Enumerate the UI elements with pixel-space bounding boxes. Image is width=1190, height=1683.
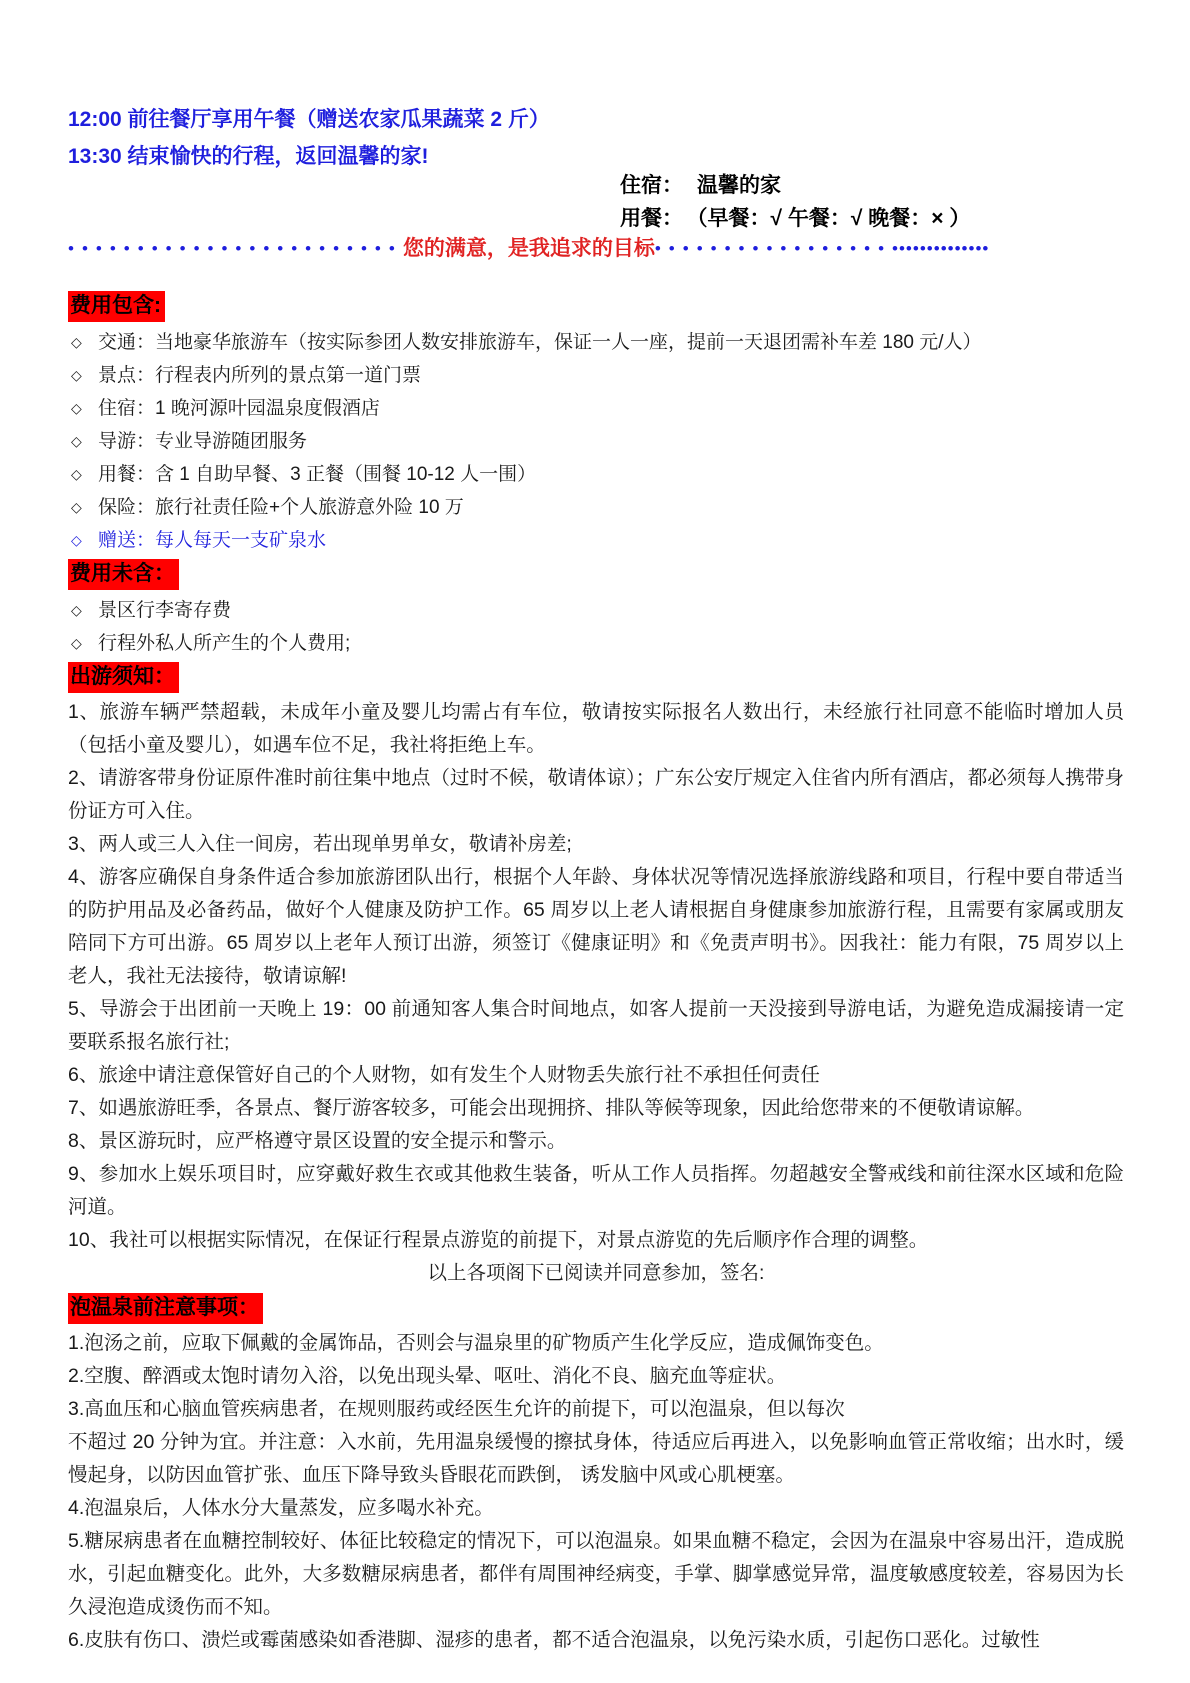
hotspring-header: 泡温泉前注意事项： (68, 1293, 263, 1324)
notice-paragraph: 5.糖尿病患者在血糖控制较好、体征比较稳定的情况下，可以泡温泉。如果血糖不稳定，会因为在温泉中容易出汗，造成脱水，引起血糖变化。此外，大多数糖尿病患者，都伴有周围神经病变，手掌、脚掌感觉异常，温度敏感度较差，容易因为长久浸泡造成烫伤而不知。 (68, 1530, 1124, 1618)
diamond-bullet-icon: ◇ (71, 334, 82, 350)
fee-exclude-list (68, 594, 1124, 660)
itinerary-schedule (68, 101, 1124, 175)
notice-paragraph: 6、旅途中请注意保管好自己的个人财物，如有发生个人财物丢失旅行社不承担任何责任 (68, 1064, 820, 1086)
notice-paragraph: 8、景区游玩时，应严格遵守景区设置的安全提示和警示。 (68, 1130, 567, 1152)
diamond-bullet-icon: ◇ (71, 466, 82, 482)
hotspring-paragraphs (68, 1327, 1124, 1657)
fee-exclude-header: 费用未含： (68, 559, 179, 590)
divider-slogan: 您的满意，是我追求的目标 (402, 236, 655, 260)
notice-paragraph: 2.空腹、醉酒或太饱时请勿入浴，以免出现头晕、呕吐、消化不良、脑充血等症状。 (68, 1365, 787, 1387)
notice-paragraph: 不超过 20 分钟为宜。并注意：入水前，先用温泉缓慢的擦拭身体，待适应后再进入，以免影响血管正常收缩；出水时，缓慢起身，以防因血管扩张、血压下降导致头昏眼花而跌倒， 诱发脑中风或心肌梗塞。 (68, 1431, 1124, 1486)
fee-item (68, 524, 1124, 557)
fee-include-list (68, 326, 1124, 557)
fee-item-text: 景区行李寄存费 (98, 600, 232, 621)
fee-item (68, 627, 1124, 660)
schedule-line-1330: 13:30 结束愉快的行程，返回温馨的家! (68, 145, 429, 168)
stay-meal-block (620, 169, 1124, 235)
notice-paragraph: 10、我社可以根据实际情况，在保证行程景点游览的前提下，对景点游览的先后顺序作合理的调整。 (68, 1229, 929, 1251)
travel-notice-header: 出游须知： (68, 662, 179, 693)
diamond-bullet-icon: ◇ (71, 433, 82, 449)
lodging-label: 住宿： (620, 174, 683, 197)
notice-paragraph: 1.泡汤之前，应取下佩戴的金属饰品，否则会与温泉里的矿物质产生化学反应，造成佩饰变色。 (68, 1332, 884, 1354)
fee-item (68, 491, 1124, 524)
lodging-line (620, 169, 1124, 202)
fee-item-text: 用餐：含 1 自助早餐、3 正餐（围餐 10-12 人一围） (98, 464, 537, 485)
notice-paragraph: 9、参加水上娱乐项目时，应穿戴好救生衣或其他救生装备，听从工作人员指挥。勿超越安全警戒线和前往深水区域和危险河道。 (68, 1163, 1124, 1218)
fee-item-text: 保险：旅行社责任险+个人旅游意外险 10 万 (98, 497, 464, 518)
meal-line (620, 202, 1124, 235)
section-fee-exclude (68, 559, 1124, 660)
section-travel-notice (68, 662, 1124, 1290)
fee-item-text: 住宿：1 晚河源叶园温泉度假酒店 (98, 398, 380, 419)
section-fee-include (68, 291, 1124, 557)
dotted-divider (68, 236, 1124, 264)
divider-dots-right: ••••••••••••••••• (654, 239, 893, 258)
section-hotspring-notice (68, 1293, 1124, 1657)
document-content (0, 101, 1190, 1657)
notice-paragraph: 4.泡温泉后，人体水分大量蒸发，应多喝水补充。 (68, 1497, 494, 1519)
fee-item (68, 458, 1124, 491)
notice-paragraph: 7、如遇旅游旺季，各景点、餐厅游客较多，可能会出现拥挤、排队等候等现象，因此给您带来的不便敬请谅解。 (68, 1097, 1035, 1119)
diamond-bullet-icon: ◇ (71, 635, 82, 651)
notice-paragraph: 1、旅游车辆严禁超载，未成年小童及婴儿均需占有车位，敬请按实际报名人数出行，未经旅行社同意不能临时增加人员（包括小童及婴儿），如遇车位不足，我社将拒绝上车。 (68, 701, 1124, 756)
fee-item (68, 594, 1124, 627)
diamond-bullet-icon: ◇ (71, 532, 82, 548)
lodging-value: 温馨的家 (697, 174, 781, 197)
notice-paragraph: 3、两人或三人入住一间房，若出现单男单女，敬请补房差; (68, 833, 572, 855)
fee-item (68, 425, 1124, 458)
notice-paragraph: 2、请游客带身份证原件准时前往集中地点（过时不候，敬请体谅）；广东公安厅规定入住省内所有酒店，都必须每人携带身份证方可入住。 (68, 767, 1124, 822)
fee-item (68, 359, 1124, 392)
notice-paragraph: 4、游客应确保自身条件适合参加旅游团队出行，根据个人年龄、身体状况等情况选择旅游线路和项目，行程中要自带适当的防护用品及必备药品，做好个人健康及防护工作。65 周岁以上老人请根据自身健康参加旅游行程，且需要有家属或朋友陪同下方可出游。65 周岁以上老年人预订出游，须签订《健康证明》和《免责声明书》。因我社：能力有限，75 周岁以上老人，我社无法接待，敬请谅解! (68, 866, 1124, 987)
diamond-bullet-icon: ◇ (71, 602, 82, 618)
travel-notice-paragraphs (68, 696, 1124, 1257)
fee-item (68, 326, 1124, 359)
notice-paragraph: 6.皮肤有伤口、溃烂或霉菌感染如香港脚、湿疹的患者，都不适合泡温泉，以免污染水质，引起伤口恶化。过敏性 (68, 1629, 1040, 1651)
schedule-line-1200: 12:00 前往餐厅享用午餐（赠送农家瓜果蔬菜 2 斤） (68, 108, 550, 131)
fee-item-text: 导游：专业导游随团服务 (98, 431, 308, 452)
meal-label: 用餐： (620, 207, 683, 230)
fee-item-text: 行程外私人所产生的个人费用; (98, 633, 351, 654)
diamond-bullet-icon: ◇ (71, 367, 82, 383)
divider-dots-left: •••••••••••••••••••••••• (68, 239, 403, 258)
fee-item-text: 赠送：每人每天一支矿泉水 (98, 530, 327, 551)
meal-value: （早餐：√ 午餐：√ 晚餐：× ） (697, 207, 971, 230)
fee-include-header: 费用包含: (68, 291, 165, 322)
notice-paragraph: 3.高血压和心脑血管疾病患者，在规则服药或经医生允许的前提下，可以泡温泉，但以每次 (68, 1398, 845, 1420)
fee-item-text: 交通：当地豪华旅游车（按实际参团人数安排旅游车，保证一人一座，提前一天退团需补车差 180 元/人） (98, 332, 982, 353)
divider-dots-dense: •••••••••••••• (892, 239, 990, 258)
notice-paragraph: 5、导游会于出团前一天晚上 19：00 前通知客人集合时间地点，如客人提前一天没接到导游电话，为避免造成漏接请一定要联系报名旅行社; (68, 998, 1124, 1053)
signature-line: 以上各项阁下已阅读并同意参加，签名: (427, 1262, 765, 1284)
diamond-bullet-icon: ◇ (71, 499, 82, 515)
diamond-bullet-icon: ◇ (71, 400, 82, 416)
fee-item (68, 392, 1124, 425)
fee-item-text: 景点：行程表内所列的景点第一道门票 (98, 365, 422, 386)
